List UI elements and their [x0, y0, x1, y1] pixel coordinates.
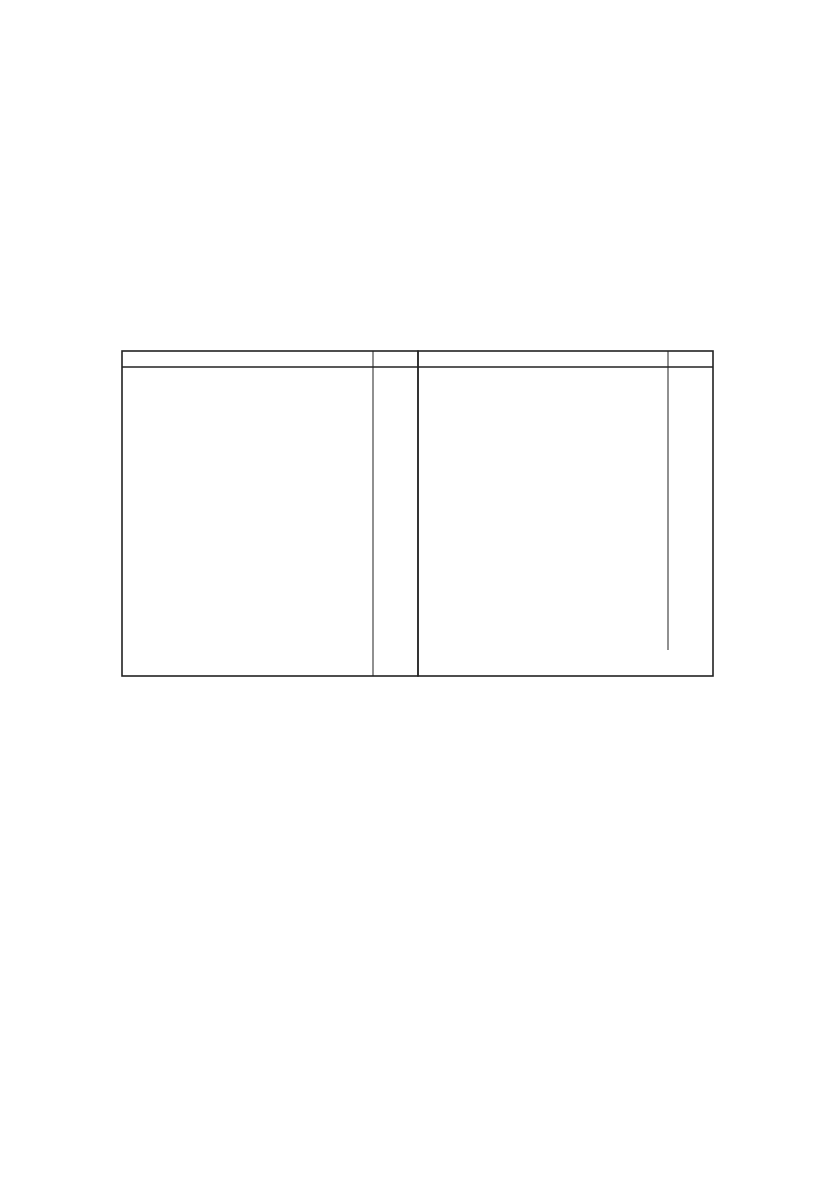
kmmse-score-table	[121, 350, 715, 677]
